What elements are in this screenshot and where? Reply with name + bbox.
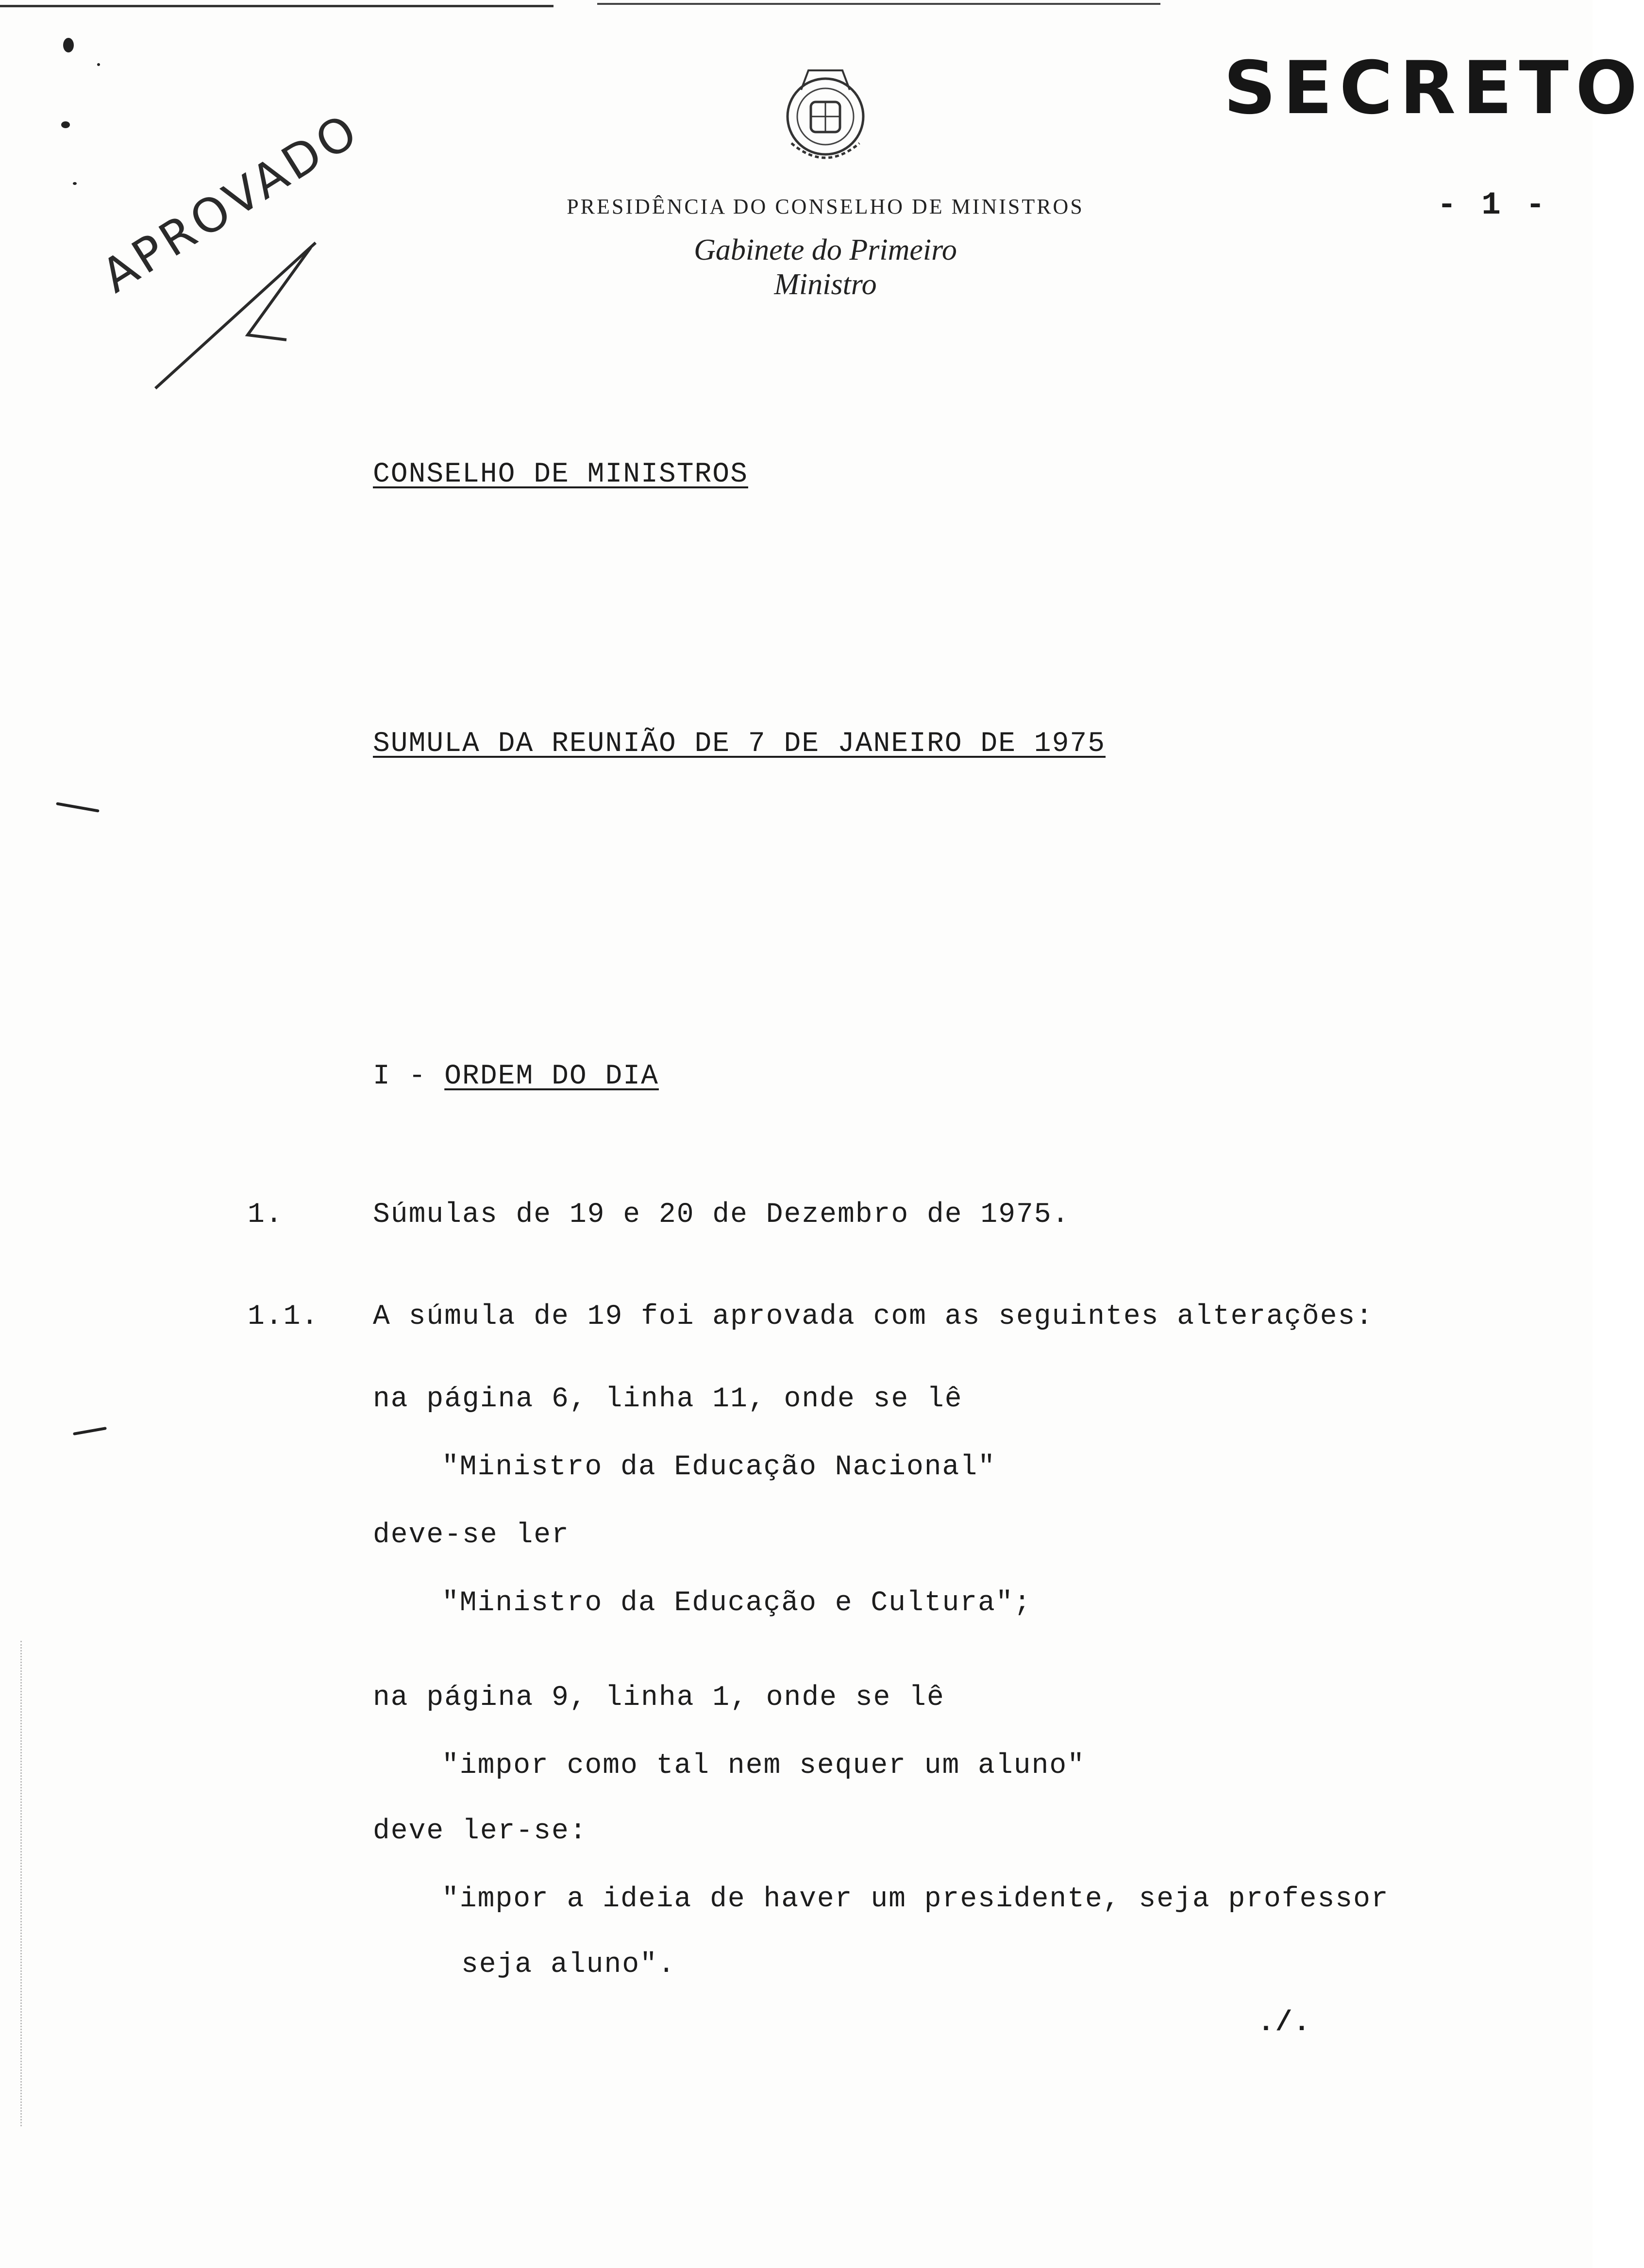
correction-quote: "impor a ideia de haver um presidente, seja professor (442, 1884, 1389, 1915)
item-text: A súmula de 19 foi aprovada com as seguintes alterações: (373, 1301, 1374, 1333)
item-number: 1.1. (248, 1301, 319, 1333)
scan-border-line (597, 3, 1160, 5)
page-number: - 1 - (1437, 187, 1548, 223)
item-text: Súmulas de 19 e 20 de Dezembro de 1975. (373, 1199, 1070, 1231)
correction-instruction: deve ler-se: (373, 1816, 587, 1847)
continuation-mark: ./. (1258, 2007, 1311, 2039)
correction-quote: "Ministro da Educação e Cultura"; (442, 1587, 1032, 1619)
margin-mark (73, 1427, 107, 1435)
item-number: 1. (248, 1199, 284, 1231)
correction-quote: "impor como tal nem sequer um aluno" (442, 1750, 1086, 1782)
agenda-separator: - (390, 1061, 445, 1092)
letterhead: PRESIDÊNCIA DO CONSELHO DE MINISTROS (567, 195, 1084, 218)
correction-location: na página 6, linha 11, onde se lê (373, 1384, 963, 1415)
correction-instruction: deve-se ler (373, 1519, 570, 1551)
correction-location: na página 9, linha 1, onde se lê (373, 1682, 945, 1714)
agenda-heading (373, 1061, 659, 1092)
cabinet-subtitle: Gabinete do Primeiro Ministro (694, 233, 957, 301)
margin-dots (20, 1641, 23, 2126)
classification-stamp: SECRETO (1224, 46, 1644, 131)
council-title: CONSELHO DE MINISTROS (373, 459, 748, 490)
correction-quote: seja aluno". (461, 1949, 676, 1981)
correction-quote: "Ministro da Educação Nacional" (442, 1451, 996, 1483)
national-seal-icon (772, 61, 879, 177)
meeting-summary-title: SUMULA DA REUNIÃO DE 7 DE JANEIRO DE 1975 (373, 728, 1106, 760)
scan-border-line (0, 5, 554, 7)
agenda-heading-text: ORDEM DO DIA (444, 1061, 659, 1092)
margin-mark (56, 802, 100, 813)
agenda-roman-numeral: I (373, 1061, 391, 1092)
approval-handwritten-note: APROVADO (92, 102, 369, 303)
